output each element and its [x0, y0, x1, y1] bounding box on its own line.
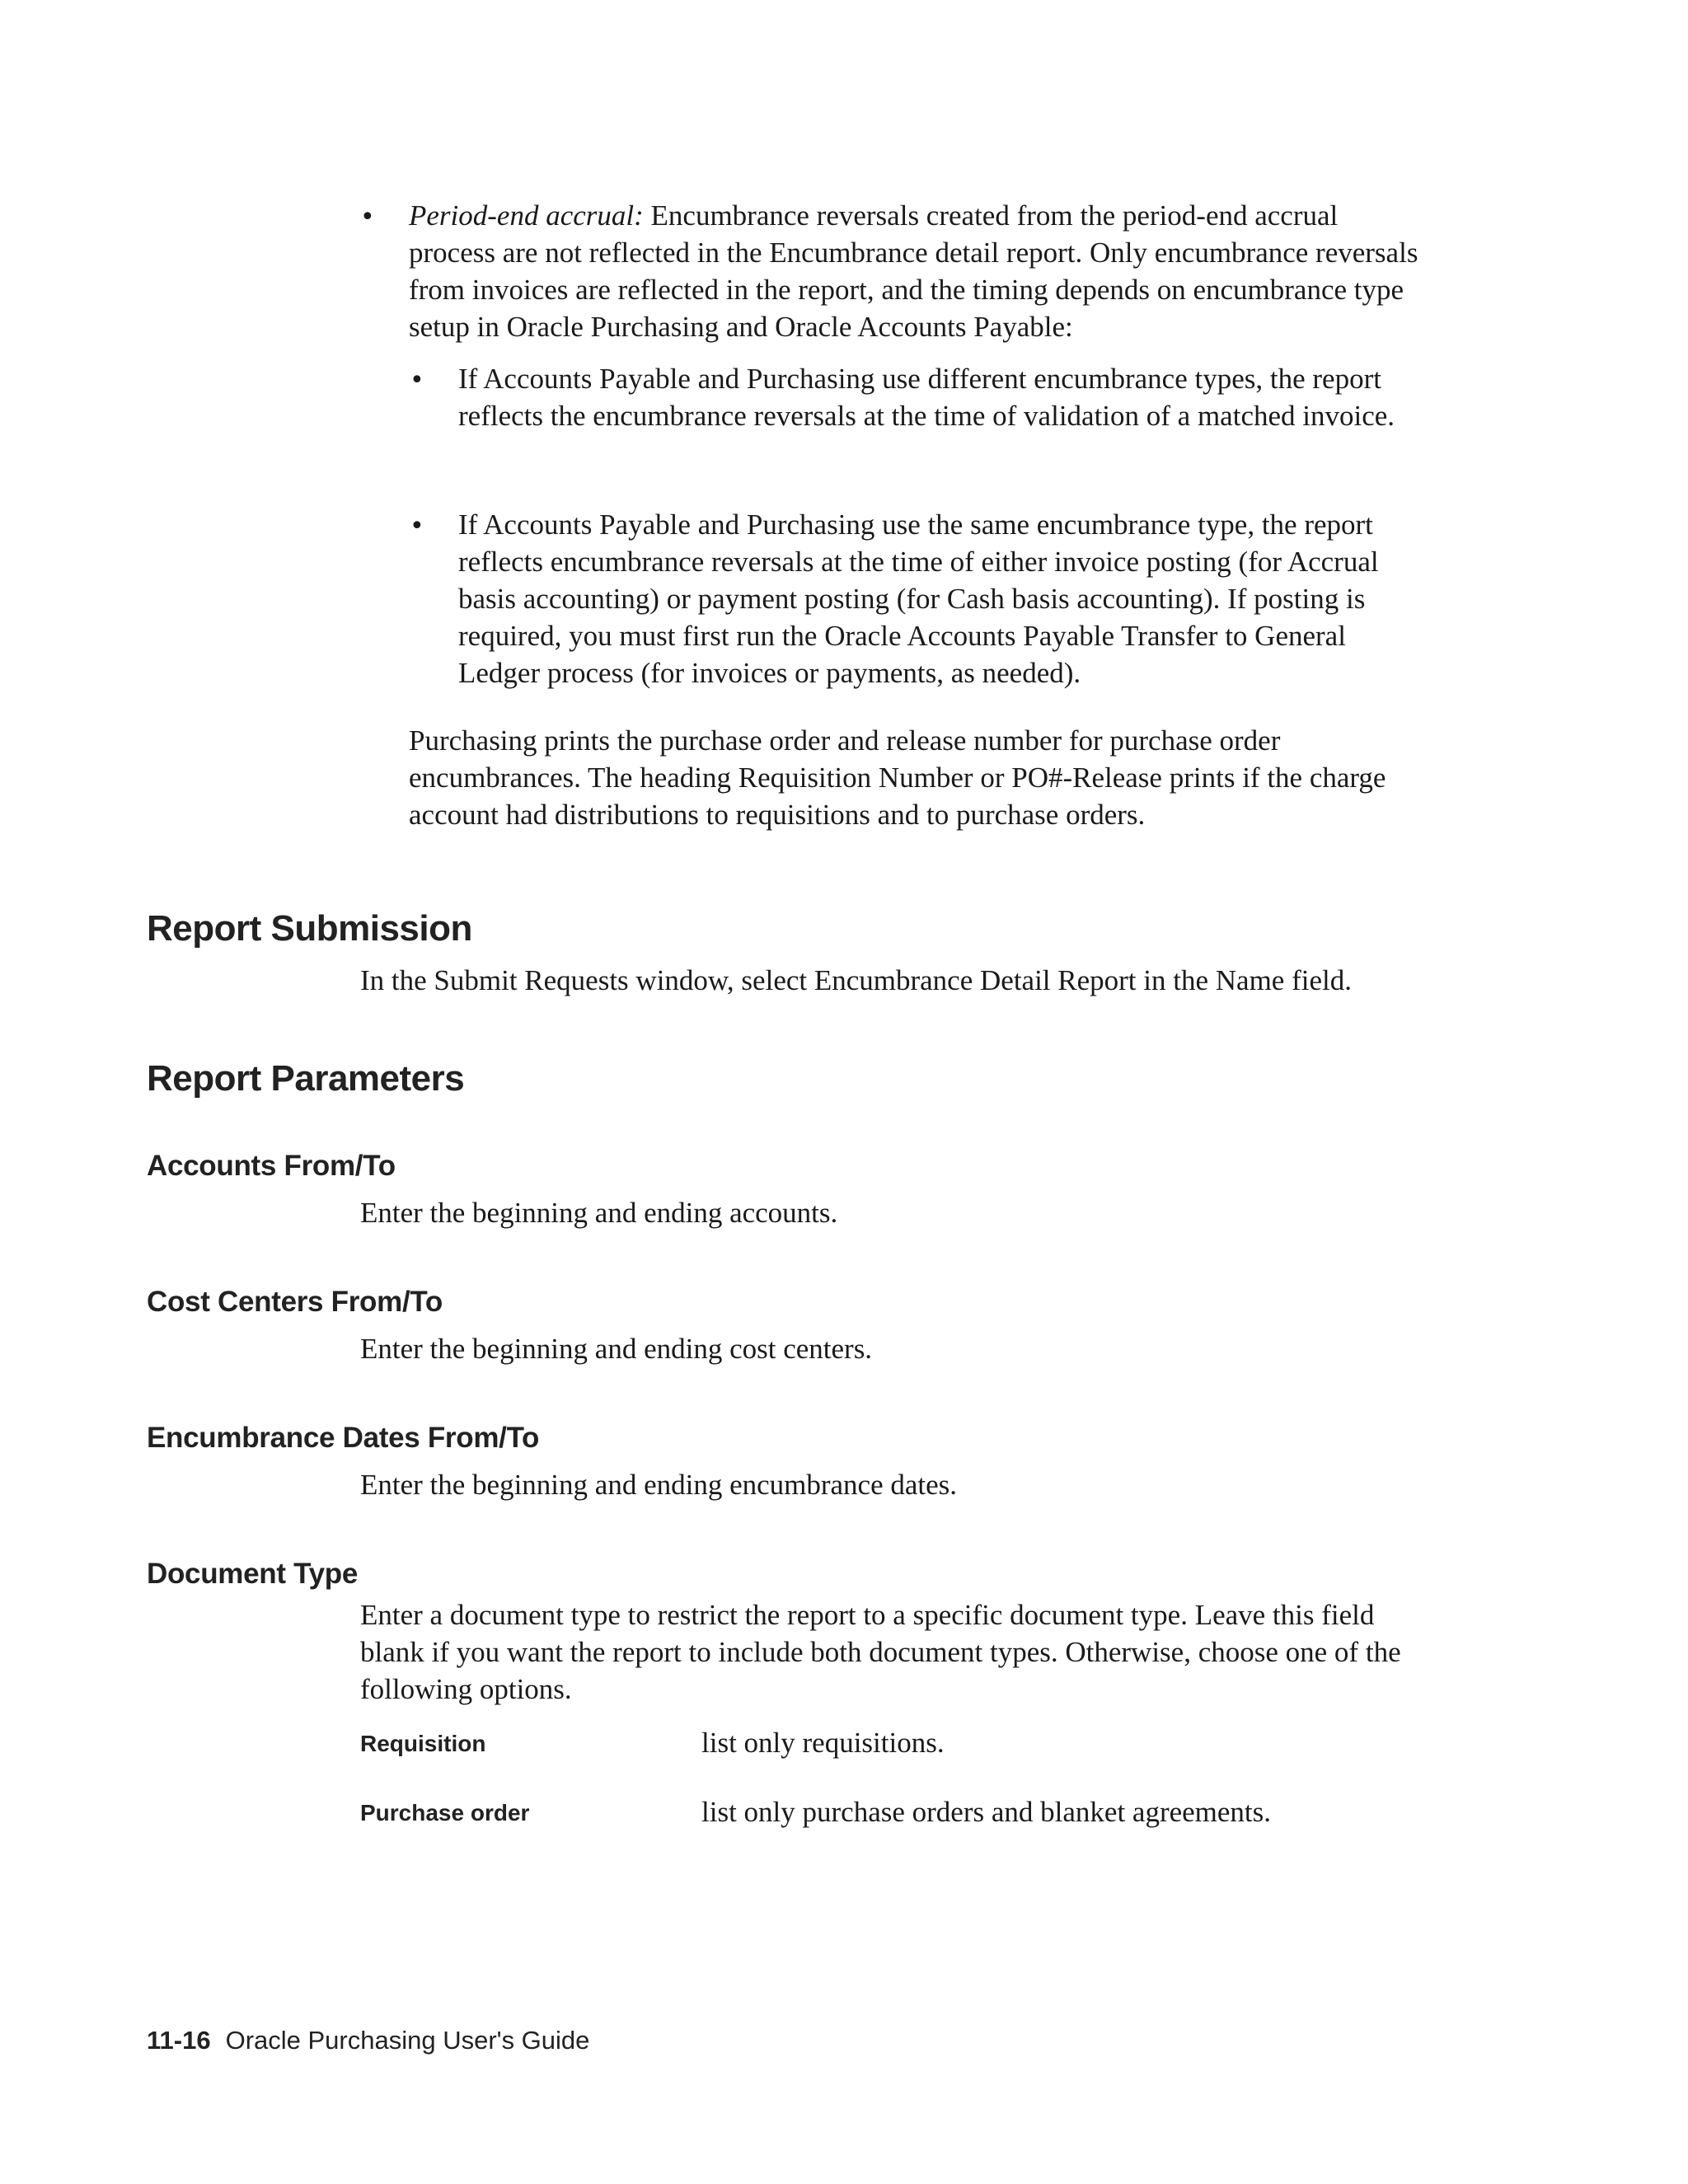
page-number: 11-16	[147, 2026, 211, 2055]
bullet-text	[409, 197, 1431, 345]
cost-centers-heading: Cost Centers From/To	[147, 1286, 443, 1318]
guide-title: Oracle Purchasing User's Guide	[225, 2026, 590, 2055]
purchasing-note: Purchasing prints the purchase order and release number for purchase order encumbrances. The heading Requisition Number or PO#-Release prints if the charge account had distributions to requisitions and to purchase orders.	[409, 724, 1386, 831]
lead-term: Period-end accrual:	[409, 199, 644, 232]
option-desc-requisition: list only requisitions.	[701, 1727, 945, 1759]
option-term-purchase-order: Purchase order	[360, 1800, 530, 1825]
option-desc-purchase-order: list only purchase orders and blanket agreements.	[701, 1796, 1272, 1828]
bullet-marker: •	[360, 203, 375, 232]
bullet-marker: •	[410, 512, 424, 541]
encumbrance-dates-text: Enter the beginning and ending encumbrance dates.	[360, 1469, 958, 1501]
option-term-requisition: Requisition	[360, 1731, 486, 1756]
page-footer	[147, 2024, 589, 2057]
report-submission-heading: Report Submission	[147, 908, 472, 949]
report-submission-text: In the Submit Requests window, select Encumbrance Detail Report in the Name field.	[360, 964, 1352, 996]
accounts-text: Enter the beginning and ending accounts.	[360, 1197, 838, 1229]
document-type-text: Enter a document type to restrict the report to a specific document type. Leave this field blank if you want the report to include both document types. Otherwise, choose one of the following options.	[360, 1599, 1401, 1705]
sub-bullet-text: If Accounts Payable and Purchasing use the same encumbrance type, the report reflects encumbrance reversals at the time of either invoice posting (for Accrual basis accounting) or payment posting (for Cash basis accounting). If posting is required, you must first run the Oracle Accounts Payable Transfer to General Ledger process (for invoices or payments, as needed).	[458, 509, 1379, 689]
bullet-marker: •	[410, 366, 424, 395]
bullet-body: Encumbrance reversals created from the period-end accrual process are not reflected in the Encumbrance detail report. Only encumbrance reversals from invoices are reflected in the report, and the timing depends on encumbrance type setup in Oracle Purchasing and Oracle Accounts Payable:	[409, 199, 1418, 343]
encumbrance-dates-heading: Encumbrance Dates From/To	[147, 1422, 540, 1454]
report-parameters-heading: Report Parameters	[147, 1058, 465, 1099]
cost-centers-text: Enter the beginning and ending cost centers.	[360, 1333, 873, 1365]
sub-bullet-text: If Accounts Payable and Purchasing use different encumbrance types, the report reflects the encumbrance reversals at the time of validation of a matched invoice.	[458, 363, 1395, 432]
accounts-heading: Accounts From/To	[147, 1150, 396, 1182]
document-type-heading: Document Type	[147, 1558, 359, 1590]
